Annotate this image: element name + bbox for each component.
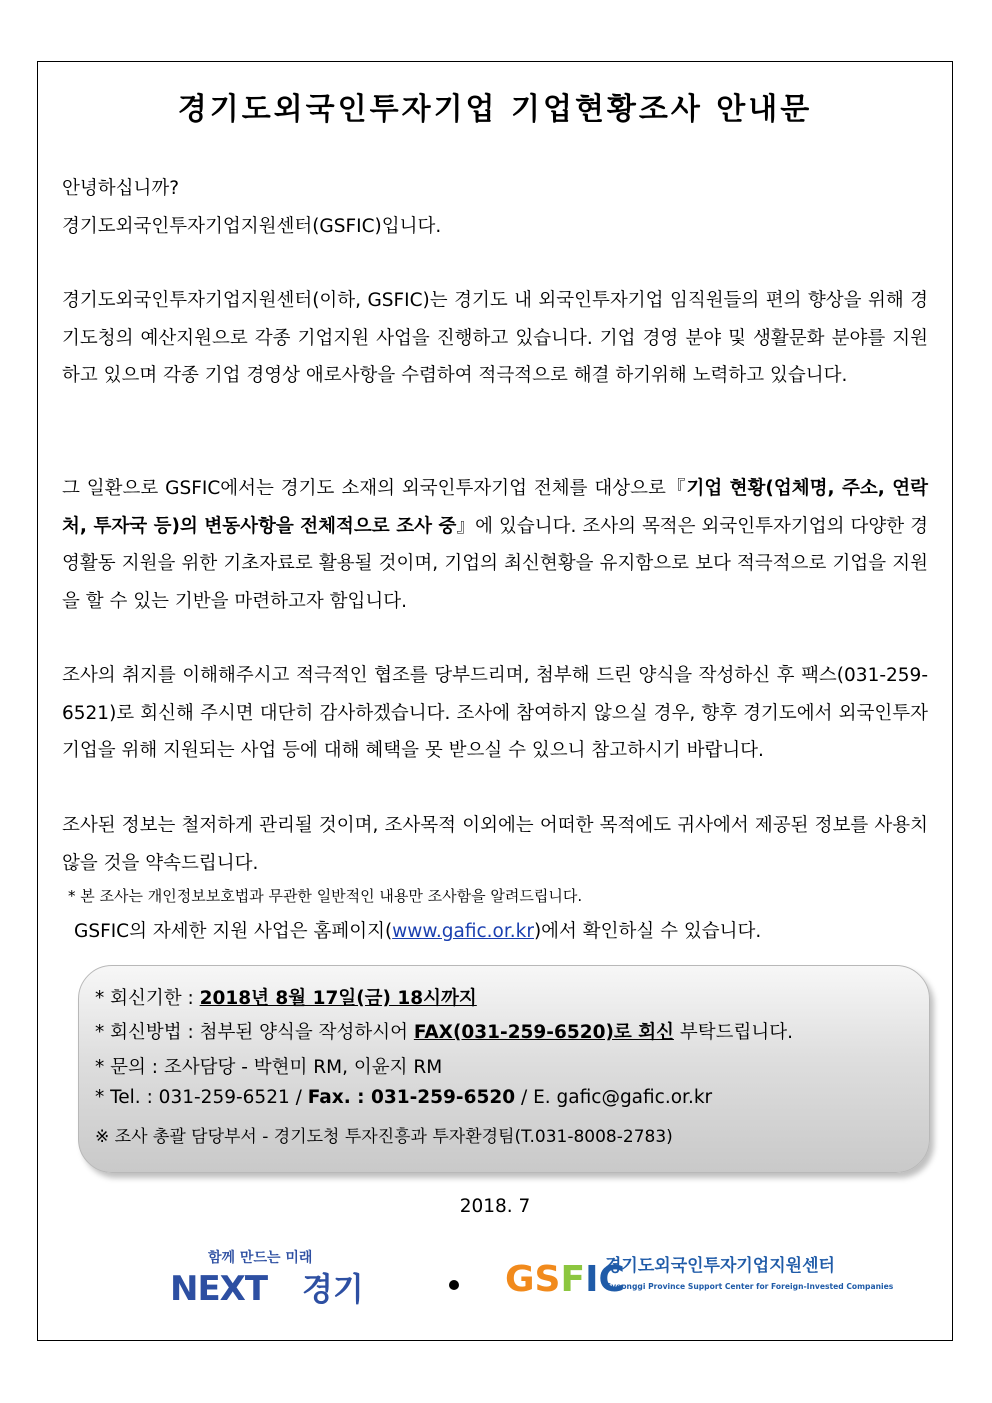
gsfic-korean-name: 경기도외국인투자기업지원센터 [605, 1256, 835, 1276]
homepage-pre: GSFIC의 자세한 지원 사업은 홈페이지( [74, 921, 393, 942]
paragraph-request: 조사의 취지를 이해해주시고 적극적인 협조를 당부드리며, 첨부해 드린 양식을 작성하신 후 팩스(031-259-6521)로 회신해 주시면 대단히 감사하겠습니다. 조사에 참여하지 않으실 경우, 향후 경기도에서 외국인투자기업을 위해 지원되는 사업 등에 대해 혜택을 못 받으실 수 있으니 참고하시기 바랍니다. [62, 665, 928, 761]
info-deadline [95, 984, 477, 1010]
deadline-value: 2018년 8월 17일(금) 18시까지 [199, 988, 477, 1009]
homepage-post: )에서 확인하실 수 있습니다. [533, 921, 762, 942]
document-title: 경기도외국인투자기업 기업현황조사 안내문 [177, 92, 813, 127]
next-slogan: 함께 만드는 미래 [208, 1250, 313, 1266]
paragraph-survey-post: 』에 있습니다. 조사의 목적은 외국인투자기업의 다양한 경영활동 지원을 위한 기초자료로 활용될 것이며, 기업의 최신현황을 유지함으로 보다 적극적으로 기업을 지원을 할 수 있는 기반을 마련하고자 함입니다. [62, 515, 928, 612]
document-frame [37, 61, 953, 1341]
privacy-note: * 본 조사는 개인정보보호법과 무관한 일반적인 내용만 조사함을 알려드립니다. [68, 887, 583, 905]
paragraph-survey-pre: 그 일환으로 GSFIC에서는 경기도 소재의 외국인투자기업 전체를 대상으로『 [62, 478, 687, 499]
method-post: 부탁드립니다. [673, 1022, 793, 1043]
method-label: * 회신방법 : 첨부된 양식을 작성하시어 [95, 1022, 414, 1043]
next-gyeonggi-logo [170, 1240, 385, 1310]
info-tel [95, 1087, 712, 1108]
gsfic-word: GSFIC [505, 1259, 625, 1300]
paragraph-survey-bold: 기업 현황(업체명, 주소, 연락처, 투자국 등)의 변동사항을 전체적으로 조사 중 [62, 478, 928, 537]
info-box [78, 965, 930, 1173]
info-method [95, 1018, 793, 1044]
fax-value: Fax. : 031-259-6520 [307, 1087, 516, 1108]
tel-label: * Tel. : 031-259-6521 / [95, 1087, 308, 1108]
info-dept: ※ 조사 총괄 담당부서 - 경기도청 투자진흥과 투자환경팀(T.031-8008-2783) [95, 1127, 673, 1147]
homepage-link[interactable]: www.gafic.or.kr [392, 921, 534, 942]
greeting-line-2: 경기도외국인투자기업지원센터(GSFIC)입니다. [62, 215, 442, 237]
paragraph-intro: 경기도외국인투자기업지원센터(이하, GSFIC)는 경기도 내 외국인투자기업 임직원들의 편의 향상을 위해 경기도청의 예산지원으로 각종 기업지원 사업을 진행하고 있습니다. 기업 경영 분야 및 생활문화 분야를 지원하고 있으며 각종 기업 경영상 애로사항을 수렴하여 적극적으로 해결 하기위해 노력하고 있습니다. [62, 290, 928, 386]
paragraph-survey [62, 470, 928, 620]
info-contact: * 문의 : 조사담당 - 박현미 RM, 이윤지 RM [95, 1057, 443, 1078]
gsfic-logo [505, 1247, 894, 1307]
deadline-label: * 회신기한 : [95, 988, 200, 1009]
document-date: 2018. 7 [459, 1196, 531, 1217]
paragraph-privacy: 조사된 정보는 철저하게 관리될 것이며, 조사목적 이외에는 어떠한 목적에도 귀사에서 제공된 정보를 사용치 않을 것을 약속드립니다. [62, 815, 928, 874]
greeting-line-1: 안녕하십니까? [62, 178, 180, 199]
email-part: / E. gafic@gafic.or.kr [515, 1087, 713, 1108]
next-word: NEXT [170, 1269, 268, 1309]
separator-dot [449, 1280, 459, 1290]
method-value: FAX(031-259-6520)로 회신 [413, 1022, 674, 1043]
homepage-line [74, 914, 761, 950]
next-suffix: 경기 [302, 1270, 364, 1308]
gsfic-english-name: Gyeonggi Province Support Center for Foreign-Invested Companies [605, 1282, 894, 1291]
greeting [62, 170, 928, 245]
